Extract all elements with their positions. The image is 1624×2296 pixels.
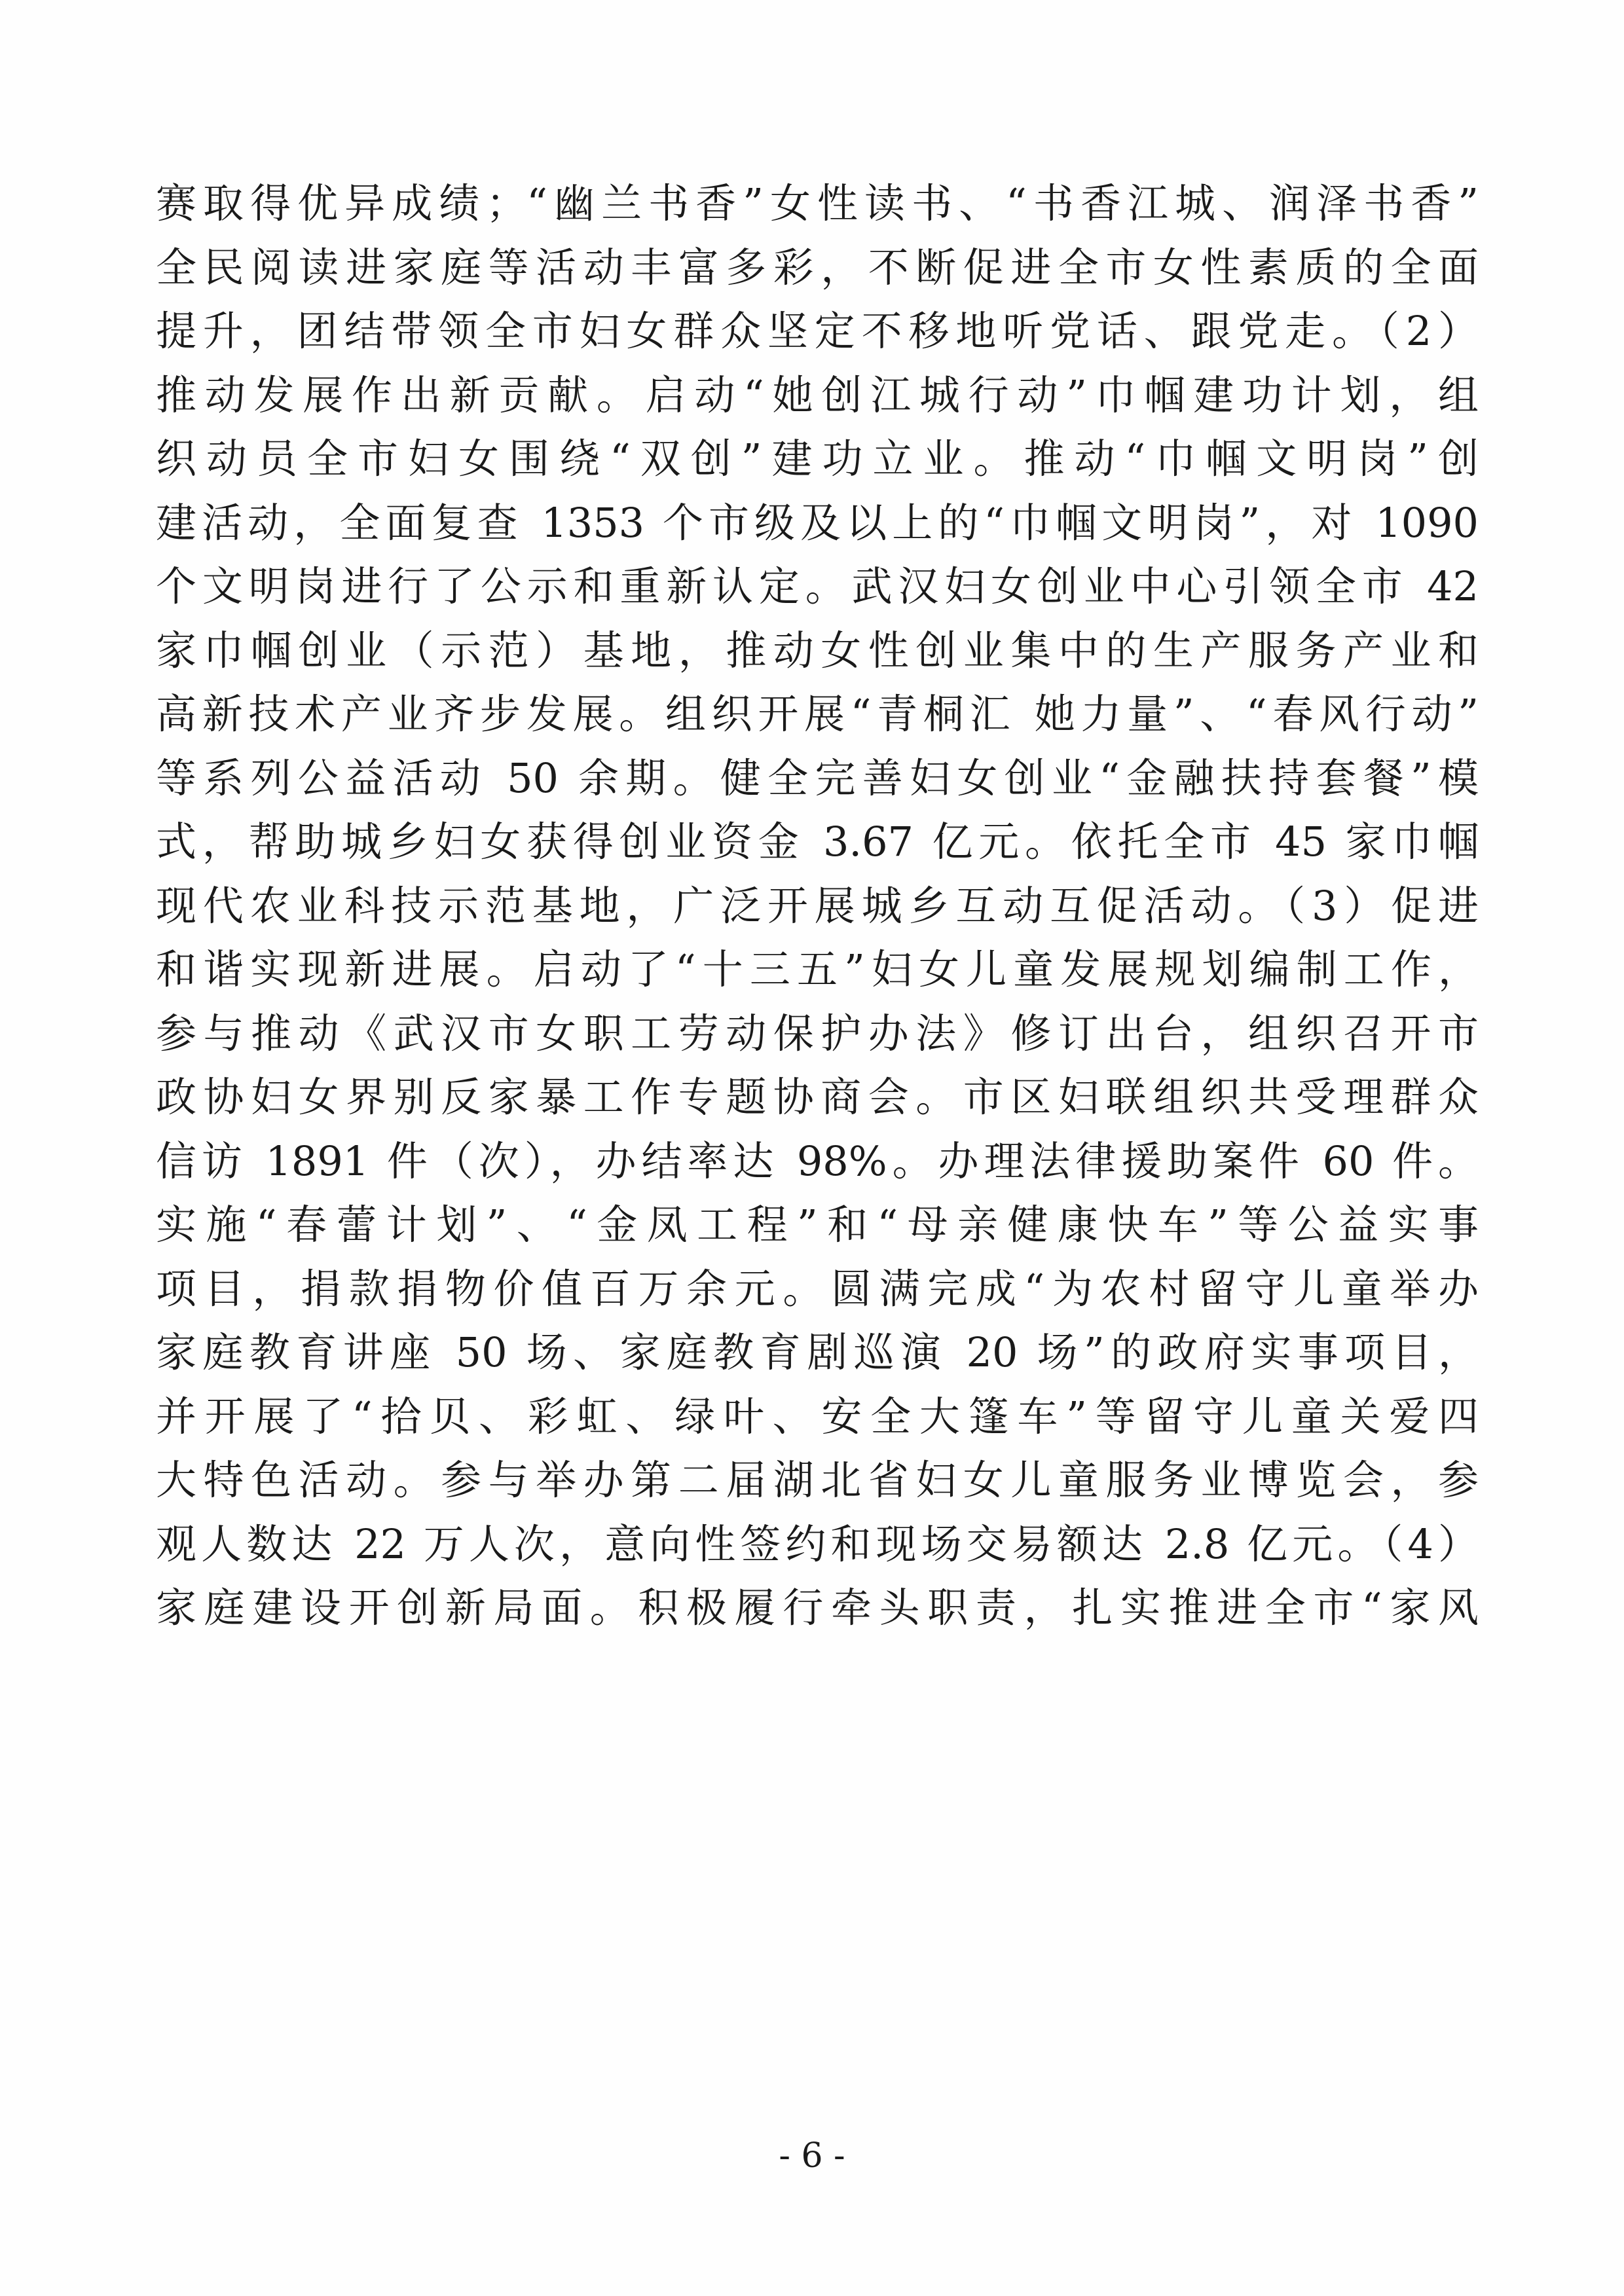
text-line-14: 参与推动《武汉市女职工劳动保护办法》修订出台，组织召开市 (156, 1009, 1479, 1057)
text-line-12: 现代农业科技示范基地，广泛开展城乡互动互促活动。（3）促进 (156, 881, 1479, 930)
page-number: - 6 - (779, 2136, 845, 2176)
text-line-13: 和谐实现新进展。启动了“十三五”妇女儿童发展规划编制工作， (156, 945, 1479, 993)
text-line-2: 全民阅读进家庭等活动丰富多彩，不断促进全市女性素质的全面 (156, 243, 1479, 291)
text-line-20: 并开展了“拾贝、彩虹、绿叶、安全大篷车”等留守儿童关爱四 (156, 1392, 1479, 1440)
text-line-5: 织动员全市妇女围绕“双创”建功立业。推动“巾帼文明岗”创 (156, 435, 1479, 483)
body-text (156, 172, 1479, 1640)
text-line-4: 推动发展作出新贡献。启动“她创江城行动”巾帼建功计划，组 (156, 371, 1479, 419)
text-line-10: 等系列公益活动 50 余期。健全完善妇女创业“金融扶持套餐”模 (156, 754, 1479, 802)
text-line-23: 家庭建设开创新局面。积极履行牵头职责，扎实推进全市“家风 (156, 1584, 1479, 1631)
text-line-9: 高新技术产业齐步发展。组织开展“青桐汇 她力量”、“春风行动” (156, 690, 1479, 738)
text-line-11: 式，帮助城乡妇女获得创业资金 3.67 亿元。依托全市 45 家巾帼 (156, 818, 1479, 866)
text-line-3: 提升，团结带领全市妇女群众坚定不移地听党话、跟党走。（2） (156, 307, 1479, 355)
text-line-22: 观人数达 22 万人次，意向性签约和现场交易额达 2.8 亿元。（4） (156, 1520, 1479, 1568)
text-line-19: 家庭教育讲座 50 场、家庭教育剧巡演 20 场”的政府实事项目， (156, 1328, 1479, 1376)
text-line-15: 政协妇女界别反家暴工作专题协商会。市区妇联组织共受理群众 (156, 1073, 1479, 1121)
text-line-1: 赛取得优异成绩；“幽兰书香”女性读书、“书香江城、润泽书香” (156, 179, 1479, 227)
text-line-21: 大特色活动。参与举办第二届湖北省妇女儿童服务业博览会，参 (156, 1456, 1479, 1504)
text-line-16: 信访 1891 件（次），办结率达 98%。办理法律援助案件 60 件。 (156, 1137, 1479, 1185)
text-line-8: 家巾帼创业（示范）基地，推动女性创业集中的生产服务产业和 (156, 626, 1479, 674)
text-line-18: 项目，捐款捐物价值百万余元。圆满完成“为农村留守儿童举办 (156, 1264, 1479, 1313)
text-line-6: 建活动，全面复查 1353 个市级及以上的“巾帼文明岗”，对 1090 (156, 498, 1479, 547)
text-line-17: 实施“春蕾计划”、“金凤工程”和“母亲健康快车”等公益实事 (156, 1201, 1479, 1248)
text-line-7: 个文明岗进行了公示和重新认定。武汉妇女创业中心引领全市 42 (156, 562, 1479, 610)
